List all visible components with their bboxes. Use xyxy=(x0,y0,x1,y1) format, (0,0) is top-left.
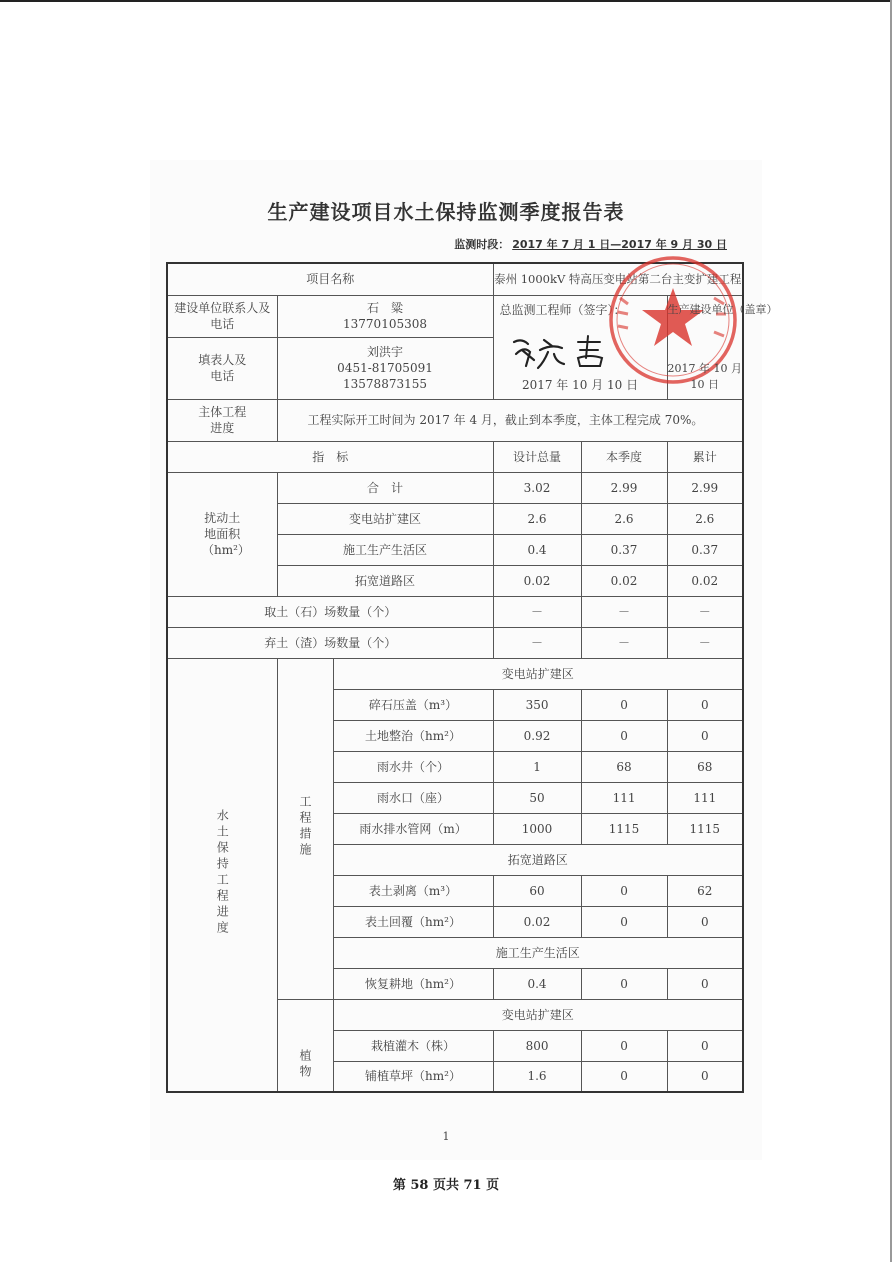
plant-label: 植物 xyxy=(298,1049,312,1081)
eng-row-quarter: 0 xyxy=(581,968,667,999)
page-number: 1 xyxy=(442,1130,450,1143)
progress-text: 工程实际开工时间为 2017 年 4 月，截止到本季度，主体工程完成 70%。 xyxy=(277,399,743,441)
contact-label: 建设单位联系人及电话 xyxy=(167,295,277,337)
plant-row-quarter: 0 xyxy=(581,1030,667,1061)
unit-label: 生产建设单位（盖章） xyxy=(667,302,778,316)
eng-row-name: 表土回覆（hm²） xyxy=(333,906,493,937)
filler-phone1: 0451-81705091 xyxy=(337,361,433,375)
eng-row-quarter: 0 xyxy=(581,906,667,937)
eng-row-design: 350 xyxy=(493,689,581,720)
plant-row-name: 铺植草坪（hm²） xyxy=(333,1061,493,1092)
borrow-design: － xyxy=(493,596,581,627)
disturb-row-design: 0.4 xyxy=(493,534,581,565)
engineer-label: 总监测工程师（签字）： xyxy=(499,302,626,317)
eng-row-design: 1 xyxy=(493,751,581,782)
report-table xyxy=(166,262,778,1093)
disturb-row-design: 3.02 xyxy=(493,472,581,503)
disturb-row-quarter: 0.02 xyxy=(581,565,667,596)
disturb-row xyxy=(167,472,743,503)
unit-seal-cell xyxy=(667,295,778,399)
eng-row-cumulative: 0 xyxy=(667,689,743,720)
eng-row-cumulative: 111 xyxy=(667,782,743,813)
eng-row-name: 雨水排水管网（m） xyxy=(333,813,493,844)
filler-phone2: 13578873155 xyxy=(343,377,427,391)
filler-label: 填表人及电话 xyxy=(167,337,277,399)
row-progress xyxy=(167,399,743,441)
eng-row-quarter: 1115 xyxy=(581,813,667,844)
eng-row-design: 0.92 xyxy=(493,720,581,751)
eng-row-quarter: 0 xyxy=(581,875,667,906)
row-header xyxy=(167,441,743,472)
report-title: 生产建设项目水土保持监测季度报告表 xyxy=(267,200,625,224)
eng-row-cumulative: 0 xyxy=(667,906,743,937)
disturb-row-name: 施工生产生活区 xyxy=(277,534,493,565)
page-footer: 第 58 页共 71 页 xyxy=(392,1178,500,1193)
swc-area-row xyxy=(167,658,743,689)
contact-name: 石 粱 xyxy=(367,301,404,315)
plant-label-cell xyxy=(277,999,333,1092)
disturb-row-design: 2.6 xyxy=(493,503,581,534)
filler-name: 刘洪宇 xyxy=(367,345,404,359)
eng-row-design: 0.4 xyxy=(493,968,581,999)
period-value: 2017 年 7 月 1 日—2017 年 9 月 30 日 xyxy=(512,238,727,251)
disturb-row-name: 变电站扩建区 xyxy=(277,503,493,534)
swc-label-cell xyxy=(167,658,277,1092)
plant-row-design: 1.6 xyxy=(493,1061,581,1092)
unit-date: 2017 年 10 月 10 日 xyxy=(667,361,742,391)
row-borrow xyxy=(167,596,743,627)
eng-row-quarter: 0 xyxy=(581,720,667,751)
eng-row-name: 雨水井（个） xyxy=(333,751,493,782)
disturb-row-cumulative: 2.6 xyxy=(667,503,743,534)
disturb-row-design: 0.02 xyxy=(493,565,581,596)
contact-phone: 13770105308 xyxy=(343,317,427,331)
disturb-row-cumulative: 0.37 xyxy=(667,534,743,565)
disturb-row-name: 合 计 xyxy=(277,472,493,503)
eng-row-cumulative: 62 xyxy=(667,875,743,906)
disturb-label: 扰动土地面积（hm²） xyxy=(167,472,277,596)
header-indicator: 指 标 xyxy=(167,441,493,472)
spoil-name: 弃土（渣）场数量（个） xyxy=(167,627,493,658)
spoil-quarter: － xyxy=(581,627,667,658)
project-name: 泰州 1000kV 特高压变电站第二台主变扩建工程 xyxy=(493,263,743,295)
eng-area-3: 施工生产生活区 xyxy=(333,937,743,968)
top-border-line xyxy=(0,0,892,2)
spoil-cumulative: － xyxy=(667,627,743,658)
spoil-design: － xyxy=(493,627,581,658)
header-design: 设计总量 xyxy=(493,441,581,472)
engineer-date: 2017 年 10 月 10 日 xyxy=(521,377,639,392)
eng-row-quarter: 111 xyxy=(581,782,667,813)
disturb-row-quarter: 2.99 xyxy=(581,472,667,503)
eng-row-quarter: 0 xyxy=(581,689,667,720)
eng-row-cumulative: 68 xyxy=(667,751,743,782)
header-quarter: 本季度 xyxy=(581,441,667,472)
disturb-row-quarter: 0.37 xyxy=(581,534,667,565)
eng-row-cumulative: 1115 xyxy=(667,813,743,844)
eng-row-name: 碎石压盖（m³） xyxy=(333,689,493,720)
disturb-row-quarter: 2.6 xyxy=(581,503,667,534)
progress-label: 主体工程进度 xyxy=(167,399,277,441)
eng-area-2: 拓宽道路区 xyxy=(333,844,743,875)
eng-area-1: 变电站扩建区 xyxy=(333,658,743,689)
row-contact xyxy=(167,295,743,337)
disturb-row-name: 拓宽道路区 xyxy=(277,565,493,596)
row-spoil xyxy=(167,627,743,658)
project-name-label: 项目名称 xyxy=(167,263,493,295)
eng-row-design: 50 xyxy=(493,782,581,813)
disturb-row-cumulative: 2.99 xyxy=(667,472,743,503)
eng-row-quarter: 68 xyxy=(581,751,667,782)
plant-row-cumulative: 0 xyxy=(667,1030,743,1061)
header-cumulative: 累计 xyxy=(667,441,743,472)
plant-area-1: 变电站扩建区 xyxy=(333,999,743,1030)
swc-label: 水土保持工程进度 xyxy=(215,808,230,937)
disturb-row-cumulative: 0.02 xyxy=(667,565,743,596)
eng-row-name: 土地整治（hm²） xyxy=(333,720,493,751)
borrow-cumulative: － xyxy=(667,596,743,627)
plant-row-design: 800 xyxy=(493,1030,581,1061)
engineering-label-cell xyxy=(277,658,333,999)
eng-row-cumulative: 0 xyxy=(667,968,743,999)
eng-row-name: 雨水口（座） xyxy=(333,782,493,813)
plant-row-cumulative: 0 xyxy=(667,1061,743,1092)
plant-row-name: 栽植灌木（株） xyxy=(333,1030,493,1061)
eng-row-cumulative: 0 xyxy=(667,720,743,751)
borrow-quarter: － xyxy=(581,596,667,627)
period-label: 监测时段： xyxy=(454,238,510,251)
borrow-name: 取土（石）场数量（个） xyxy=(167,596,493,627)
eng-row-design: 0.02 xyxy=(493,906,581,937)
filler-info xyxy=(277,337,493,399)
eng-row-name: 恢复耕地（hm²） xyxy=(333,968,493,999)
contact-info xyxy=(277,295,493,337)
eng-row-design: 60 xyxy=(493,875,581,906)
eng-row-name: 表土剥离（m³） xyxy=(333,875,493,906)
engineering-label: 工程措施 xyxy=(298,794,312,859)
plant-row-quarter: 0 xyxy=(581,1061,667,1092)
eng-row-design: 1000 xyxy=(493,813,581,844)
